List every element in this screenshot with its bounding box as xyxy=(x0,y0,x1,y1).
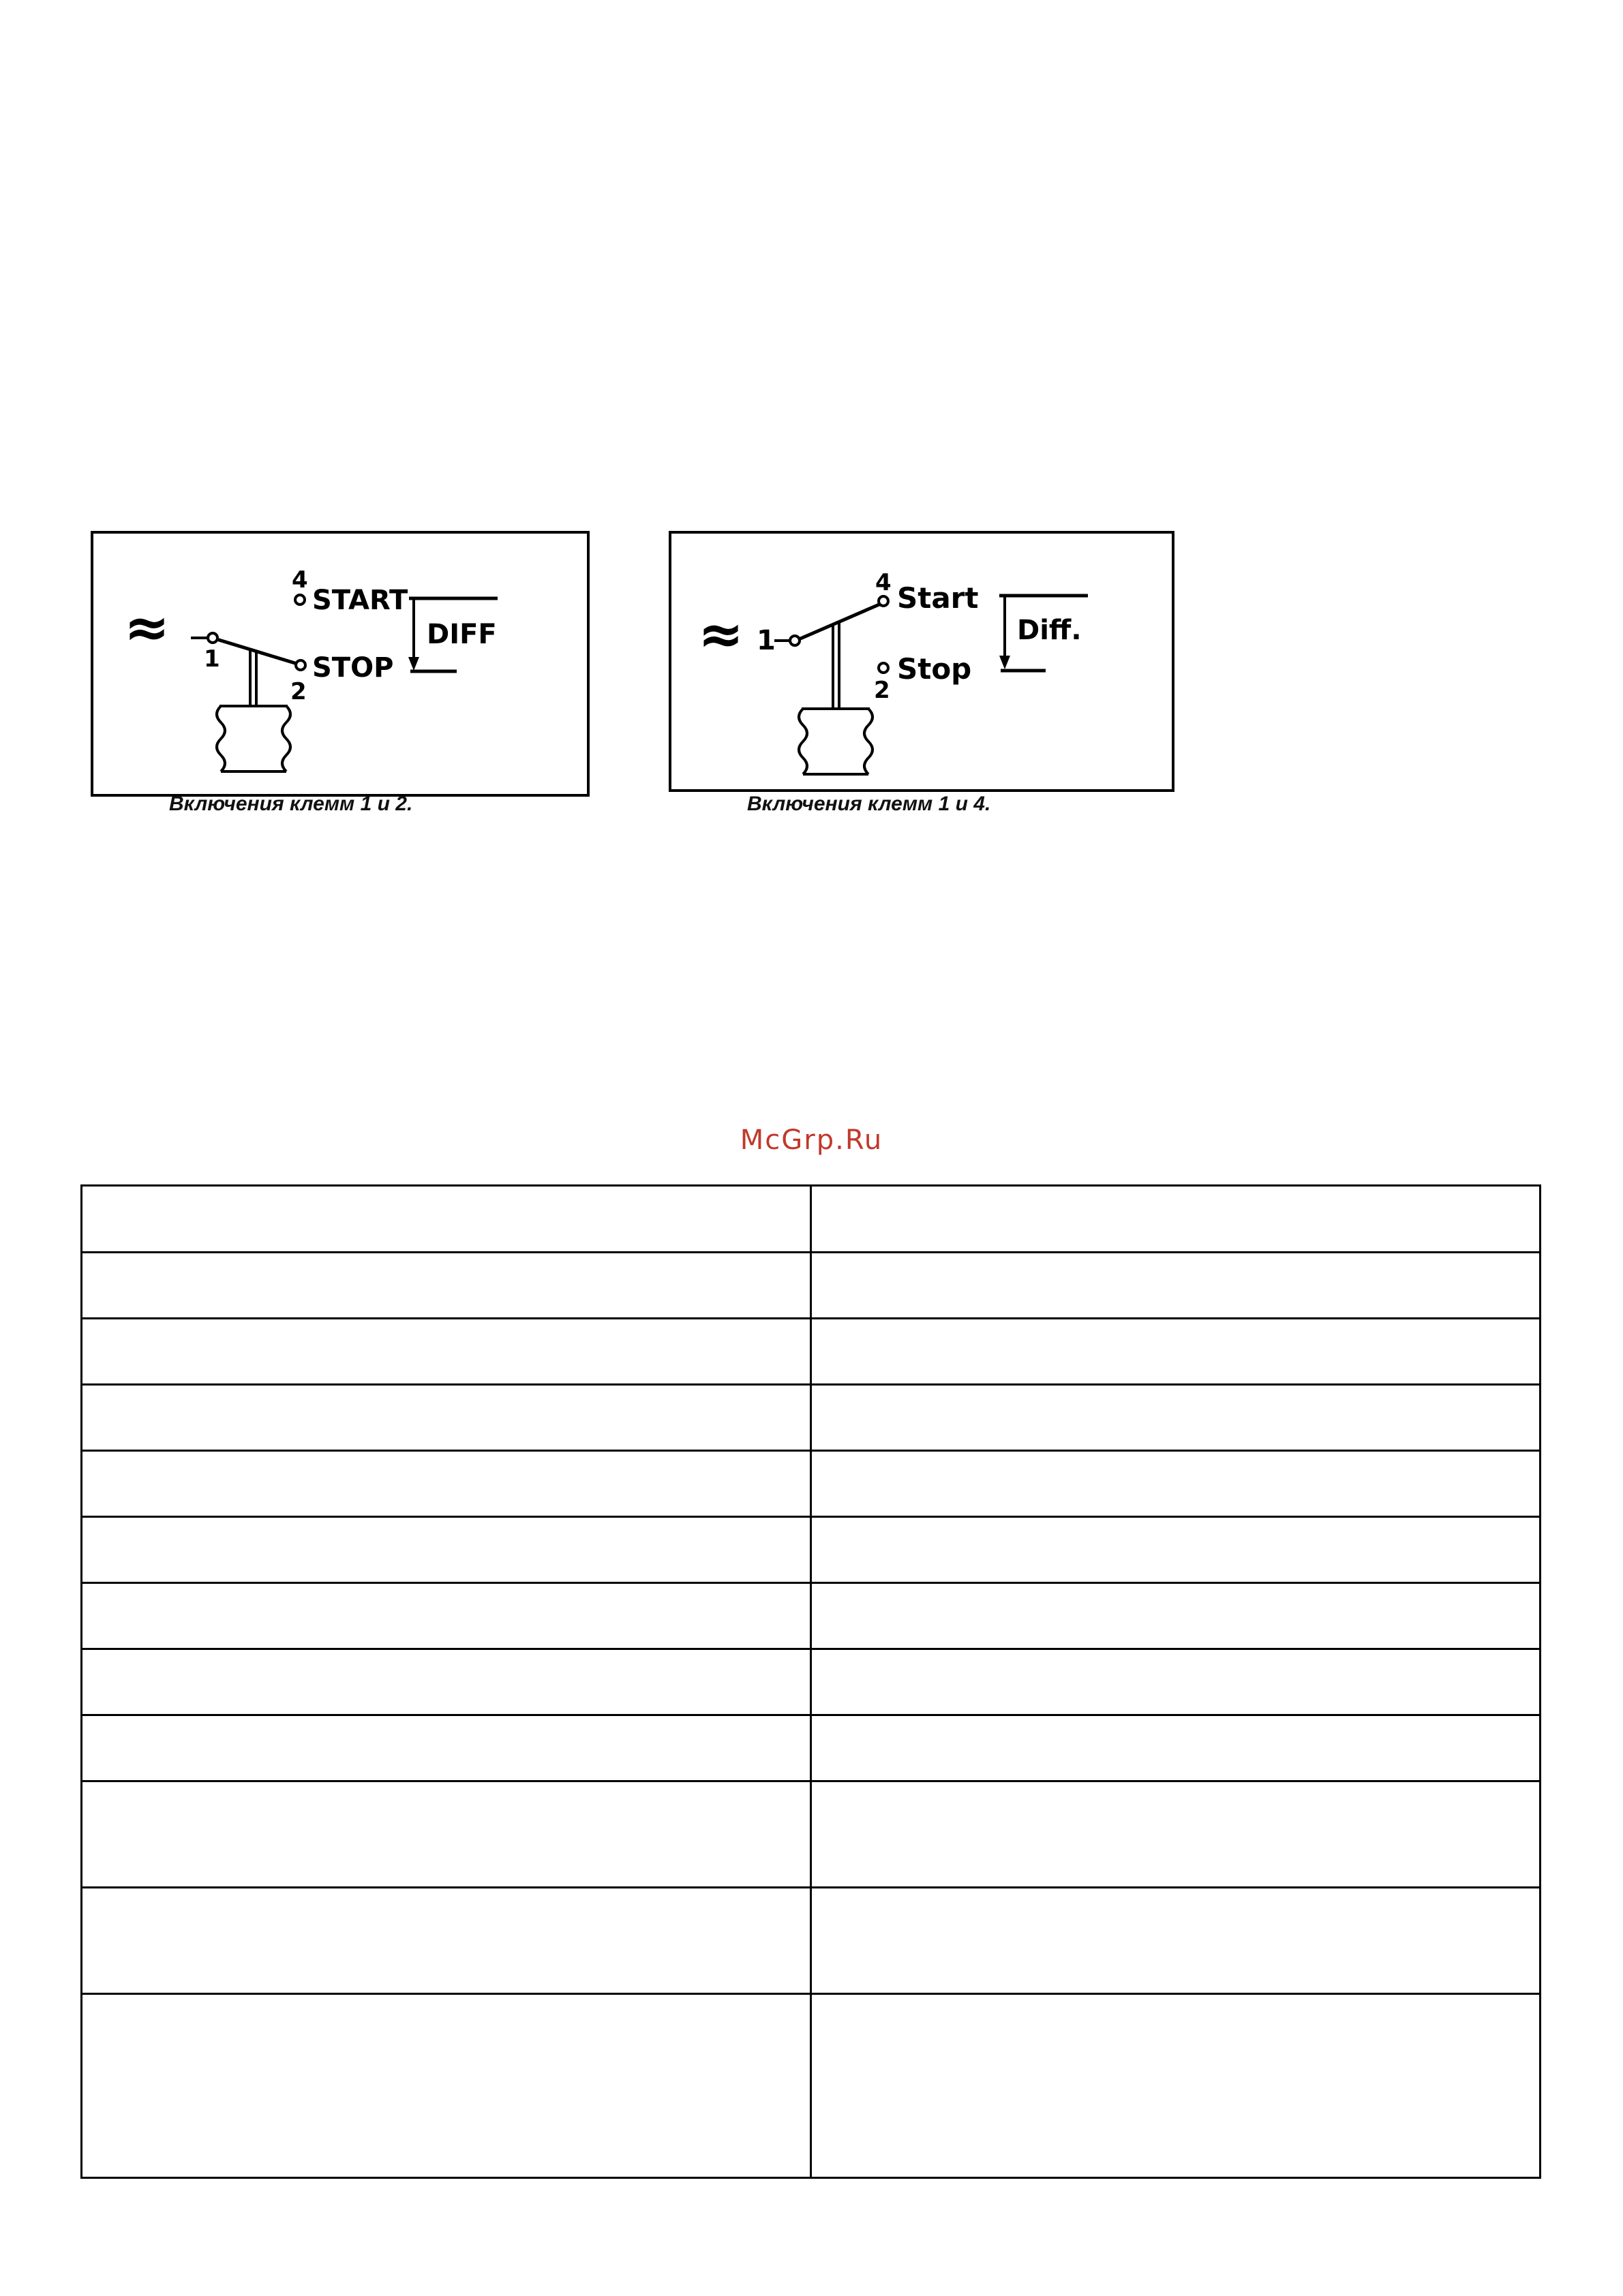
diagram-1-caption: Включения клемм 1 и 2. xyxy=(169,793,413,815)
table-cell xyxy=(811,1715,1541,1781)
terminal-2-dot xyxy=(296,660,305,670)
table-cell xyxy=(82,1649,811,1715)
ac-symbol: ≈ xyxy=(124,596,170,659)
table-cell xyxy=(811,1888,1541,1994)
table-cell xyxy=(82,1517,811,1583)
table-cell xyxy=(82,1319,811,1385)
table-cell xyxy=(811,1451,1541,1517)
terminal-2-dot xyxy=(879,663,888,673)
spec-table xyxy=(80,1184,1541,2179)
wiring-diagram-2-svg xyxy=(668,530,1179,796)
table-row xyxy=(82,1888,1541,1994)
diff-label: DIFF xyxy=(427,619,497,650)
terminal-2-label: 2 xyxy=(290,678,307,705)
table-cell xyxy=(82,1186,811,1253)
bellows-right xyxy=(864,709,873,774)
table-cell xyxy=(811,1186,1541,1253)
start-label: START xyxy=(312,585,408,616)
table-row xyxy=(82,1649,1541,1715)
terminal-1-label: 1 xyxy=(757,625,776,656)
table-row xyxy=(82,1385,1541,1451)
table-cell xyxy=(82,1385,811,1451)
diff-label: Diff. xyxy=(1017,615,1082,646)
stop-label: Stop xyxy=(897,652,972,686)
table-row xyxy=(82,1186,1541,1253)
diff-arrow-head xyxy=(408,657,419,671)
table-cell xyxy=(82,1994,811,2178)
terminal-2-label: 2 xyxy=(874,677,890,704)
terminal-4-label: 4 xyxy=(292,566,308,594)
table-cell xyxy=(811,1253,1541,1319)
table-cell xyxy=(811,1583,1541,1649)
wiring-diagram-1-svg xyxy=(90,530,594,799)
terminal-4-label: 4 xyxy=(875,569,892,596)
table-row xyxy=(82,1253,1541,1319)
bellows-left xyxy=(799,709,807,774)
ac-symbol: ≈ xyxy=(698,602,744,666)
wiring-diagram-2 xyxy=(668,530,1179,796)
table-row xyxy=(82,1451,1541,1517)
bellows-right xyxy=(282,706,290,771)
terminal-4-dot xyxy=(879,596,888,606)
table-cell xyxy=(811,1517,1541,1583)
table-cell xyxy=(811,1649,1541,1715)
table-cell xyxy=(811,1781,1541,1888)
table-cell xyxy=(82,1781,811,1888)
terminal-1-dot xyxy=(790,636,800,645)
table-cell xyxy=(811,1994,1541,2178)
terminal-4-dot xyxy=(295,595,305,604)
diff-arrow-head xyxy=(999,656,1010,669)
table-cell xyxy=(82,1583,811,1649)
stop-label: STOP xyxy=(312,652,394,684)
terminal-1-dot xyxy=(208,633,217,643)
table-cell xyxy=(82,1451,811,1517)
table-row xyxy=(82,1583,1541,1649)
wiring-diagram-1 xyxy=(90,530,594,799)
table-row xyxy=(82,1517,1541,1583)
table-row xyxy=(82,1319,1541,1385)
diagram-2-caption: Включения клемм 1 и 4. xyxy=(747,793,991,815)
watermark-link[interactable]: McGrp.Ru xyxy=(740,1124,883,1156)
table-cell xyxy=(811,1385,1541,1451)
bellows-left xyxy=(217,706,225,771)
table-row xyxy=(82,1994,1541,2178)
table-row xyxy=(82,1781,1541,1888)
table-cell xyxy=(82,1888,811,1994)
table-cell xyxy=(82,1715,811,1781)
table-cell xyxy=(82,1253,811,1319)
terminal-1-label: 1 xyxy=(204,645,220,673)
table-cell xyxy=(811,1319,1541,1385)
start-label: Start xyxy=(897,581,979,615)
table-row xyxy=(82,1715,1541,1781)
